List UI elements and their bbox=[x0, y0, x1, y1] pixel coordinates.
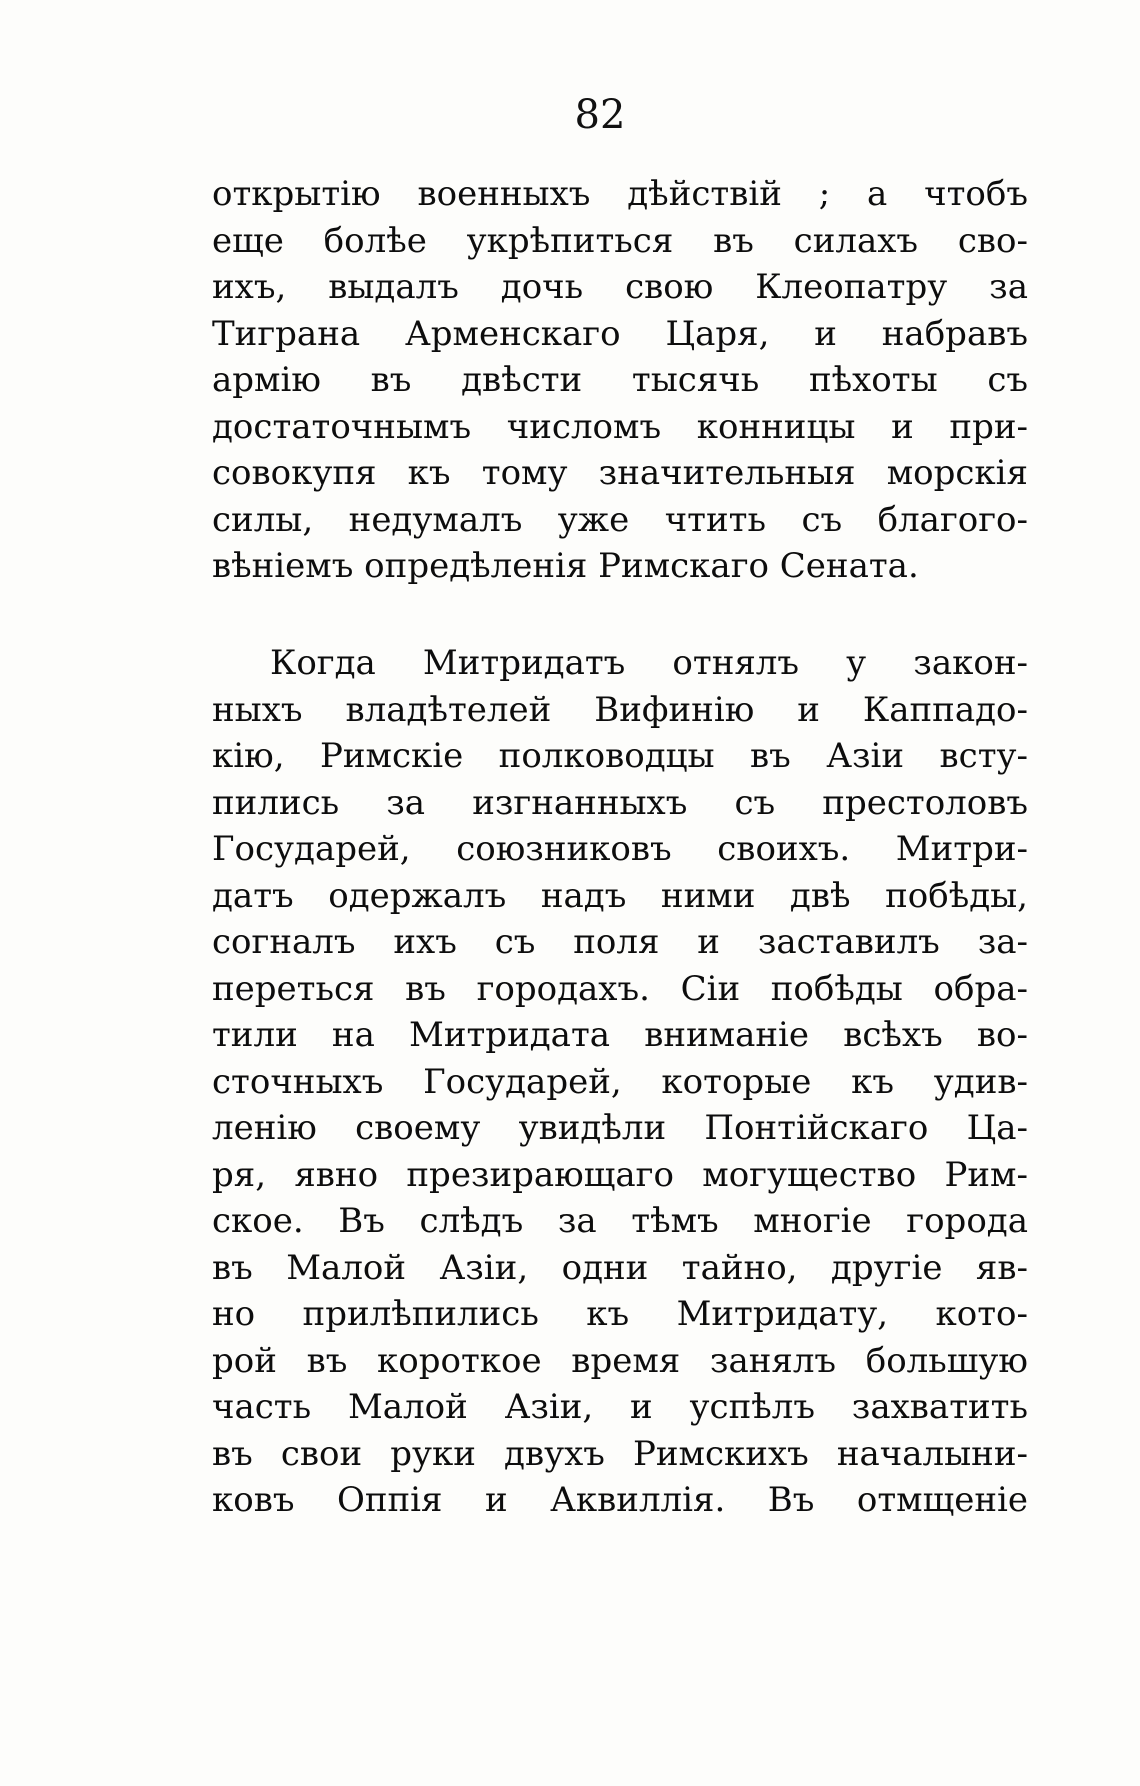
text-line: Когда Митридатъ отнялъ у закон- bbox=[270, 643, 1028, 683]
text-line: совокупя къ тому значительныя морскія bbox=[212, 453, 1028, 493]
text-line: но прилѣпились къ Митридату, кото- bbox=[212, 1294, 1028, 1334]
text-line: датъ одержалъ надъ ними двѣ побѣды, bbox=[212, 875, 1028, 916]
text-line: согналъ ихъ съ поля и заставилъ за- bbox=[212, 922, 1028, 962]
text-line: ленію своему увидѣли Понтійскаго Ца- bbox=[212, 1108, 1028, 1148]
text-line: силы, недумалъ уже чтить съ благого- bbox=[212, 499, 1028, 540]
text-line: сточныхъ Государей, которые къ удив- bbox=[212, 1061, 1028, 1102]
text-line: вѣніемъ опредѣленія Римскаго Сената. bbox=[212, 546, 919, 586]
page-number: 82 bbox=[574, 92, 626, 138]
text-line: еще болѣе укрѣпиться въ силахъ сво- bbox=[212, 220, 1028, 261]
text-line: достаточнымъ числомъ конницы и при- bbox=[212, 406, 1028, 447]
text-line: Государей, союзниковъ своихъ. Митри- bbox=[212, 829, 1028, 869]
text-line: кію, Римскіе полководцы въ Азіи всту- bbox=[212, 736, 1028, 776]
text-line: тили на Митридата вниманіе всѣхъ во- bbox=[212, 1015, 1028, 1055]
text-line: армію въ двѣсти тысячь пѣхоты съ bbox=[212, 360, 1028, 400]
text-line: Тиграна Арменскаго Царя, и набравъ bbox=[212, 313, 1028, 354]
text-line: ское. Въ слѣдъ за тѣмъ многіе города bbox=[212, 1201, 1028, 1241]
text-line: часть Малой Азіи, и успѣлъ захватить bbox=[212, 1387, 1028, 1427]
text-line: въ Малой Азіи, одни тайно, другіе яв- bbox=[212, 1247, 1028, 1288]
paragraph-2 bbox=[212, 640, 1028, 1524]
text-line: ковъ Оппія и Аквиллія. Въ отмщеніе bbox=[212, 1480, 1028, 1520]
text-line: пились за изгнанныхъ съ престоловъ bbox=[212, 782, 1028, 823]
text-line: ихъ, выдалъ дочь свою Клеопатру за bbox=[212, 267, 1028, 307]
text-line: ря, явно презирающаго могущество Рим- bbox=[212, 1154, 1028, 1195]
text-line: открытію военныхъ дѣйствій ; а чтобъ bbox=[212, 174, 1028, 214]
text-line: рой въ короткое время занялъ большую bbox=[212, 1340, 1028, 1381]
text-line: переться въ городахъ. Сіи побѣды обра- bbox=[212, 968, 1028, 1009]
paragraph-1 bbox=[212, 171, 1028, 590]
text-line: въ свои руки двухъ Римскихъ началыни- bbox=[212, 1433, 1028, 1474]
text-line: ныхъ владѣтелей Вифинію и Каппадо- bbox=[212, 689, 1028, 730]
